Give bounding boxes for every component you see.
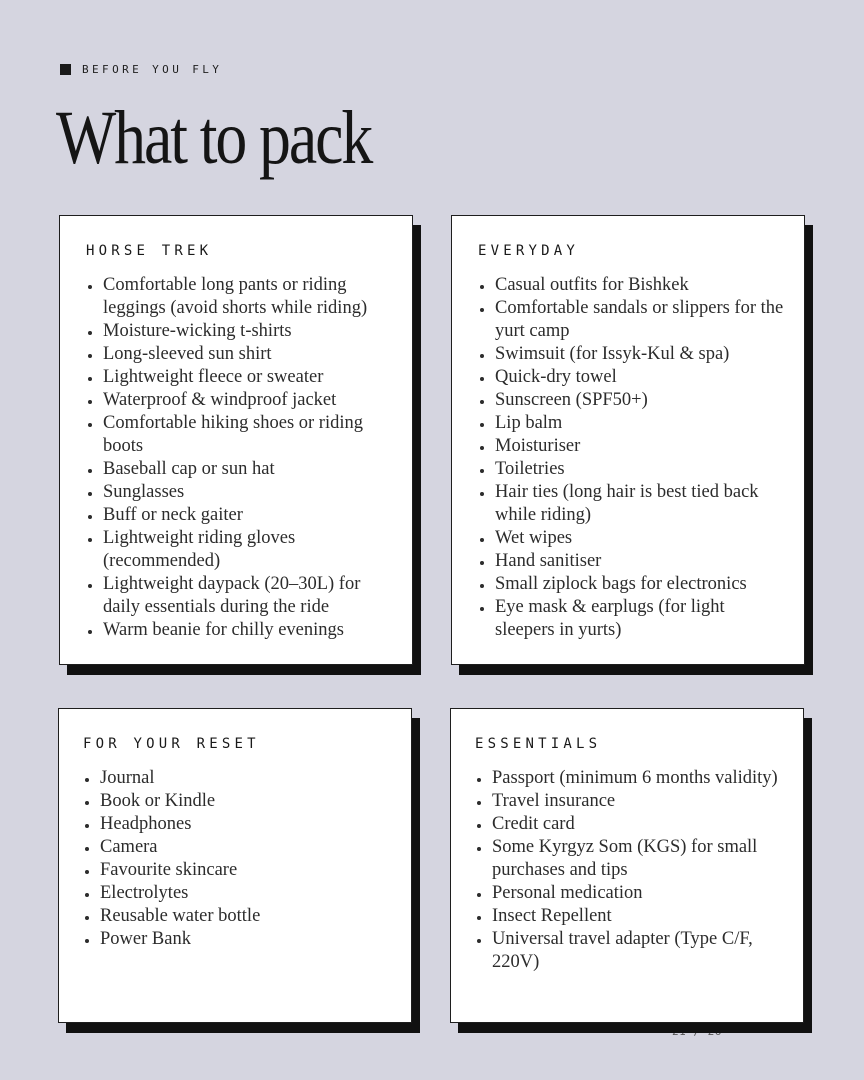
list-item: Journal xyxy=(83,767,393,790)
list-item: Moisture-wicking t-shirts xyxy=(86,320,394,343)
list-item: Favourite skincare xyxy=(83,859,393,882)
list-item: Casual outfits for Bishkek xyxy=(478,274,786,297)
list-item: Lip balm xyxy=(478,412,786,435)
card-essentials xyxy=(450,708,804,1023)
list-item: Toiletries xyxy=(478,458,786,481)
list-item: Lightweight riding gloves (recommended) xyxy=(86,527,394,573)
list-item: Universal travel adapter (Type C/F, 220V) xyxy=(475,928,785,974)
list-item: Camera xyxy=(83,836,393,859)
list-item: Baseball cap or sun hat xyxy=(86,458,394,481)
list-item: Swimsuit (for Issyk-Kul & spa) xyxy=(478,343,786,366)
list-item: Travel insurance xyxy=(475,790,785,813)
card-heading: FOR YOUR RESET xyxy=(83,736,260,752)
packing-list xyxy=(83,767,393,951)
card-everyday xyxy=(451,215,805,665)
card-heading: ESSENTIALS xyxy=(475,736,602,752)
packing-list xyxy=(475,767,785,974)
list-item: Hair ties (long hair is best tied back while riding) xyxy=(478,481,786,527)
list-item: Buff or neck gaiter xyxy=(86,504,394,527)
list-item: Warm beanie for chilly evenings xyxy=(86,619,394,642)
list-item: Comfortable long pants or riding leggings (avoid shorts while riding) xyxy=(86,274,394,320)
list-item: Some Kyrgyz Som (KGS) for small purchases and tips xyxy=(475,836,785,882)
list-item: Electrolytes xyxy=(83,882,393,905)
list-item: Passport (minimum 6 months validity) xyxy=(475,767,785,790)
card-heading: EVERYDAY xyxy=(478,243,580,259)
page-title: What to pack xyxy=(56,96,372,180)
list-item: Quick-dry towel xyxy=(478,366,786,389)
list-item: Personal medication xyxy=(475,882,785,905)
list-item: Wet wipes xyxy=(478,527,786,550)
list-item: Comfortable hiking shoes or riding boots xyxy=(86,412,394,458)
list-item: Moisturiser xyxy=(478,435,786,458)
list-item: Insect Repellent xyxy=(475,905,785,928)
list-item: Headphones xyxy=(83,813,393,836)
list-item: Power Bank xyxy=(83,928,393,951)
list-item: Hand sanitiser xyxy=(478,550,786,573)
list-item: Lightweight fleece or sweater xyxy=(86,366,394,389)
list-item: Long-sleeved sun shirt xyxy=(86,343,394,366)
list-item: Credit card xyxy=(475,813,785,836)
list-item: Comfortable sandals or slippers for the yurt camp xyxy=(478,297,786,343)
list-item: Eye mask & earplugs (for light sleepers in yurts) xyxy=(478,596,786,642)
card-horse-trek xyxy=(59,215,413,665)
section-eyebrow xyxy=(60,63,222,76)
eyebrow-label: BEFORE YOU FLY xyxy=(82,63,223,76)
list-item: Sunscreen (SPF50+) xyxy=(478,389,786,412)
list-item: Reusable water bottle xyxy=(83,905,393,928)
square-bullet-icon xyxy=(60,64,71,75)
list-item: Book or Kindle xyxy=(83,790,393,813)
list-item: Lightweight daypack (20–30L) for daily essentials during the ride xyxy=(86,573,394,619)
card-for-your-reset xyxy=(58,708,412,1023)
packing-list xyxy=(478,274,786,642)
list-item: Small ziplock bags for electronics xyxy=(478,573,786,596)
list-item: Waterproof & windproof jacket xyxy=(86,389,394,412)
page-number: 21 / 26 xyxy=(672,1025,722,1038)
list-item: Sunglasses xyxy=(86,481,394,504)
card-heading: HORSE TREK xyxy=(86,243,213,259)
packing-list xyxy=(86,274,394,642)
